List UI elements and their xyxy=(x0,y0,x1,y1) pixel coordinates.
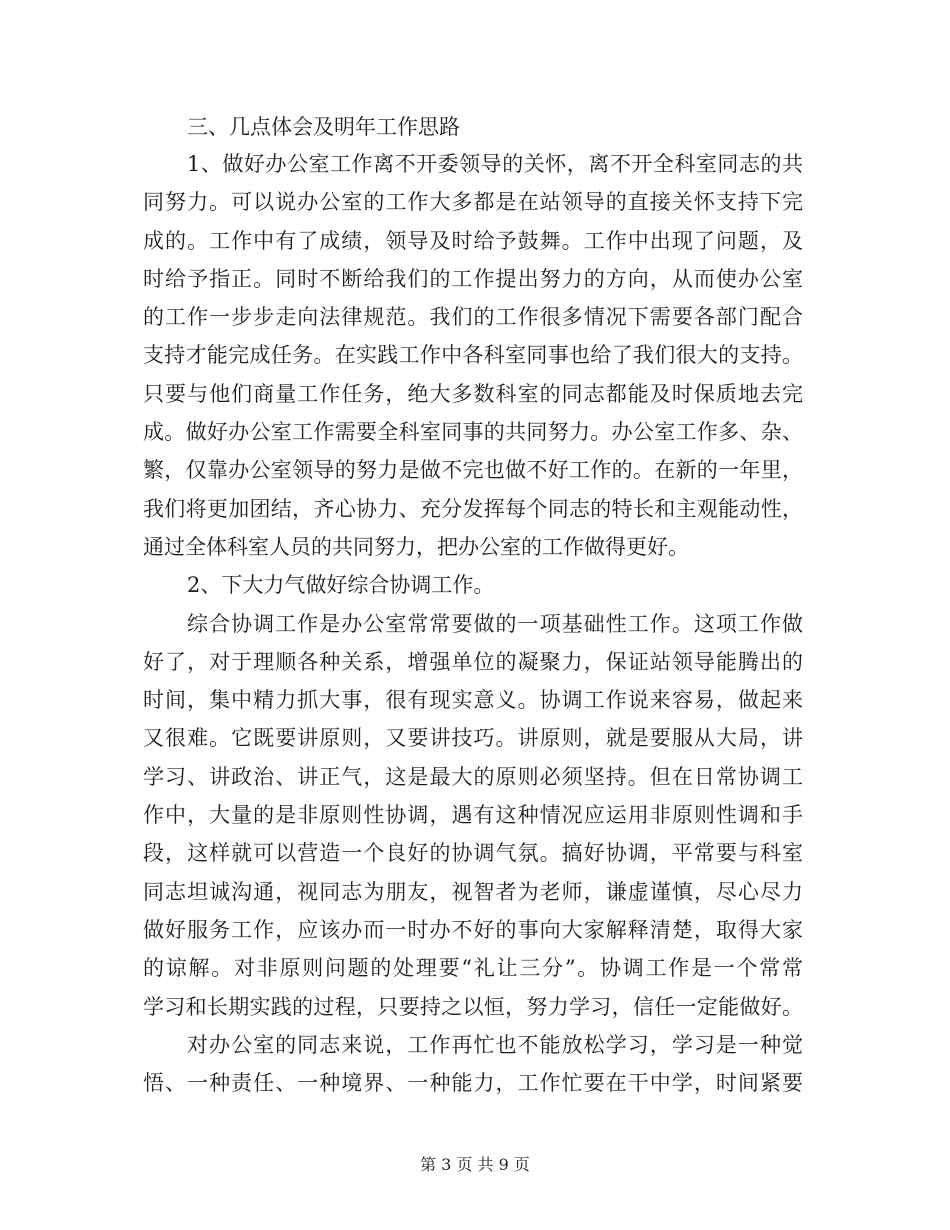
text-line: 对办公室的同志来说，工作再忙也不能放松学习，学习是一种觉 xyxy=(187,1032,803,1057)
text-line: 繁，仅靠办公室领导的努力是做不完也做不好工作的。在新的一年里， xyxy=(143,458,803,483)
text-line: 成的。工作中有了成绩，领导及时给予鼓舞。工作中出现了问题，及 xyxy=(143,228,803,253)
text-line: 通过全体科室人员的共同努力，把办公室的工作做得更好。 xyxy=(143,534,689,559)
text-line: 我们将更加团结，齐心协力、充分发挥每个同志的特长和主观能动性， xyxy=(143,496,803,521)
text-line: 只要与他们商量工作任务，绝大多数科室的同志都能及时保质地去完 xyxy=(143,381,803,406)
text-line: 的谅解。对非原则问题的处理要“礼让三分”。协调工作是一个常常 xyxy=(143,956,803,981)
paragraph-list xyxy=(143,145,803,1102)
text-line: 学习和长期实践的过程，只要持之以恒，努力学习，信任一定能做好。 xyxy=(143,994,803,1019)
page-footer: 第 3 页 共 9 页 xyxy=(420,1155,530,1174)
text-line: 段，这样就可以营造一个良好的协调气氛。搞好协调，平常要与科室 xyxy=(143,841,803,866)
text-line: 好了，对于理顺各种关系，增强单位的凝聚力，保证站领导能腾出的 xyxy=(143,649,803,674)
text-line: 1、做好办公室工作离不开委领导的关怀，离不开全科室同志的共 xyxy=(187,152,803,176)
text-line: 悟、一种责任、一种境界、一种能力，工作忙要在干中学，时间紧要 xyxy=(143,1071,803,1096)
text-line: 时间，集中精力抓大事，很有现实意义。协调工作说来容易，做起来 xyxy=(143,688,803,713)
text-line: 成。做好办公室工作需要全科室同事的共同努力。办公室工作多、杂、 xyxy=(143,420,803,445)
text-line: 做好服务工作，应该办而一时办不好的事向大家解释清楚，取得大家 xyxy=(143,917,803,942)
paragraph xyxy=(143,145,803,566)
paragraph xyxy=(143,566,803,604)
text-line: 综合协调工作是办公室常常要做的一项基础性工作。这项工作做 xyxy=(187,611,803,636)
paragraph xyxy=(143,605,803,1026)
text-line: 支持才能完成任务。在实践工作中各科室同事也给了我们很大的支持。 xyxy=(143,343,803,368)
text-line: 2、下大力气做好综合协调工作。 xyxy=(187,573,495,598)
text-line: 时给予指正。同时不断给我们的工作提出努力的方向，从而使办公室 xyxy=(143,266,803,291)
text-line: 学习、讲政治、讲正气，这是最大的原则必须坚持。但在日常协调工 xyxy=(143,764,803,789)
text-line: 作中，大量的是非原则性协调，遇有这种情况应运用非原则性调和手 xyxy=(143,803,803,828)
text-line: 的工作一步步走向法律规范。我们的工作很多情况下需要各部门配合 xyxy=(143,305,803,330)
text-line: 同志坦诚沟通，视同志为朋友，视智者为老师，谦虚谨慎，尽心尽力 xyxy=(143,879,803,904)
document-body xyxy=(143,110,803,1102)
text-line: 同努力。可以说办公室的工作大多都是在站领导的直接关怀支持下完 xyxy=(143,190,803,215)
section-heading: 三、几点体会及明年工作思路 xyxy=(187,115,460,139)
text-line: 又很难。它既要讲原则，又要讲技巧。讲原则，就是要服从大局，讲 xyxy=(143,726,803,751)
paragraph xyxy=(143,1026,803,1103)
